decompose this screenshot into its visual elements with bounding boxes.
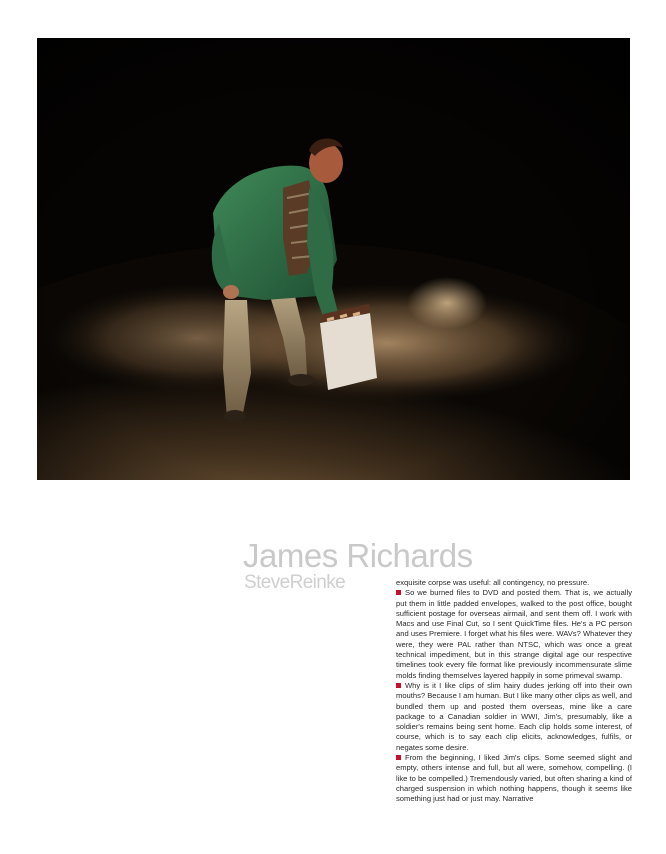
body-paragraph bbox=[396, 578, 632, 588]
paragraph-text: From the beginning, I liked Jim's clips. Some seemed slight and empty, others intense and full, but all were, somehow, compelling. (I like to be compelled.) Tremendously varied, but often sharing a kind of charged suspension in which nothing happens, though it seems like something just had or just may. Narrative bbox=[396, 753, 632, 804]
film-still-image bbox=[37, 38, 630, 480]
body-paragraph bbox=[396, 753, 632, 804]
paragraph-text: Why is it I like clips of slim hairy dudes jerking off into their own mouths? Because I am human. But I like many other clips as well, and bundled them up and posted them overseas, mine like a care package to a Canadian soldier in WWI, Jim's, presumably, like a soldier's remains being sent home. Each clip holds some interest, of course, which is to say each clip elicits, acknowledges, fulfils, or negates some desire. bbox=[396, 680, 632, 752]
film-still-photo bbox=[37, 38, 630, 480]
paragraph-marker-icon bbox=[396, 683, 401, 688]
article-title: James Richards bbox=[243, 537, 473, 574]
article-author: SteveReinke bbox=[244, 572, 346, 593]
paragraph-marker-icon bbox=[396, 590, 401, 595]
paragraph-marker-icon bbox=[396, 755, 401, 760]
body-paragraph bbox=[396, 588, 632, 681]
paragraph-text: exquisite corpse was useful: all contingency, no pressure. bbox=[396, 578, 590, 587]
paragraph-text: So we burned files to DVD and posted them. That is, we actually put them in little padded envelopes, walked to the post office, bought sufficient postage for overseas airmail, and sent them off. I work with Macs and use Final Cut, so I sent QuickTime files. He's a PC person and uses Premiere. I forget what his files were. WAVs? Whatever they were, they were PAL rather than NTSC, which was once a great technical impediment, but in this strange digital age our respective timelines took every file format like previously incommensurate slime molds finding themselves layered happily in some primeval swamp. bbox=[396, 588, 632, 680]
article-body bbox=[396, 578, 632, 805]
body-paragraph bbox=[396, 681, 632, 753]
